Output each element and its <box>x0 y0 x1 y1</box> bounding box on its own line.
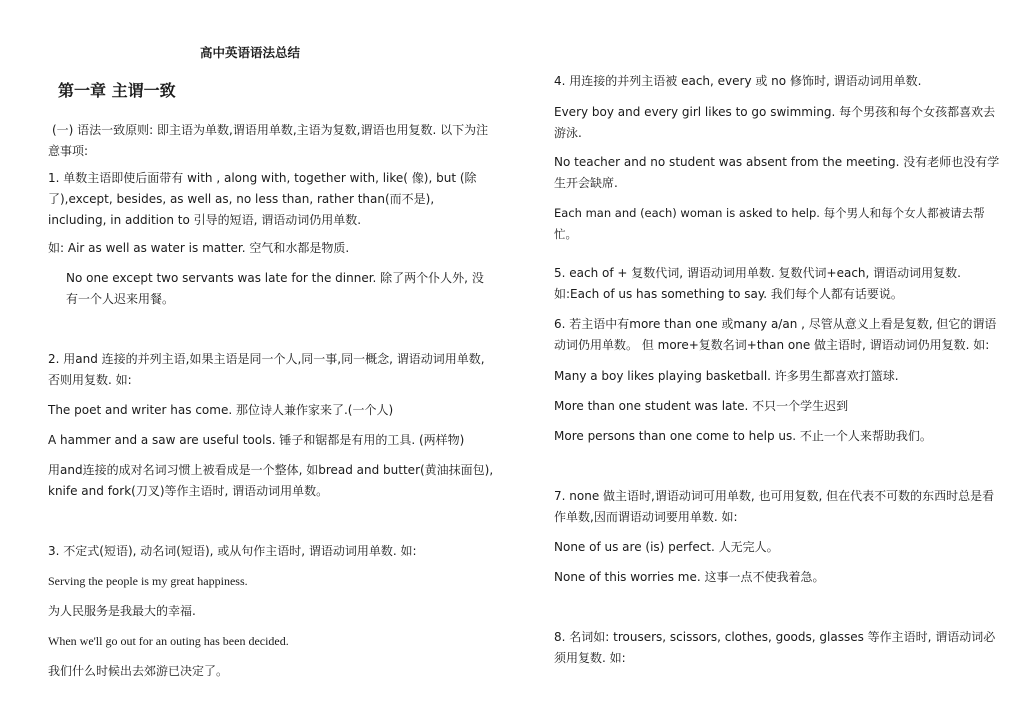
rule-3: 3. 不定式(短语), 动名词(短语), 或从句作主语时, 谓语动词用单数. 如: <box>48 544 417 558</box>
rule-1-example-1: 如: Air as well as water is matter. 空气和水都是物质. <box>48 241 350 255</box>
rule-6: 6. 若主语中有more than one 或many a/an , 尽管从意义上看是复数, 但它的谓语动词仍用单数。 但 more+复数名词+than one 做主语时, 谓语动词仍用复数. 如: <box>554 317 997 352</box>
rule-6-example-2: More than one student was late. 不只一个学生迟到 <box>554 399 849 413</box>
rule-6-example-1: Many a boy likes playing basketball. 许多男生都喜欢打篮球. <box>554 369 899 383</box>
rule-6-example-3: More persons than one come to help us. 不止一个人来帮助我们。 <box>554 429 932 443</box>
rule-8: 8. 名词如: trousers, scissors, clothes, goods, glasses 等作主语时, 谓语动词必须用复数. 如: <box>554 630 996 665</box>
rule-3-example-2-translation: 我们什么时候出去郊游已决定了。 <box>48 664 229 678</box>
rule-4: 4. 用连接的并列主语被 each, every 或 no 修饰时, 谓语动词用单数. <box>554 74 922 88</box>
rule-4-example-1: Every boy and every girl likes to go swimming. 每个男孩和每个女孩都喜欢去游泳. <box>554 105 996 140</box>
rule-5: 5. each of + 复数代词, 谓语动词用单数. 复数代词+each, 谓语动词用复数. 如:Each of us has something to say. 我们每个人都有话要说。 <box>554 266 961 301</box>
rule-2-example-2: A hammer and a saw are useful tools. 锤子和锯都是有用的工具. (两样物) <box>48 433 465 447</box>
rule-1-example-2: No one except two servants was late for the dinner. 除了两个仆人外, 没有一个人迟来用餐。 <box>66 271 484 306</box>
rule-7-example-1: None of us are (is) perfect. 人无完人。 <box>554 540 779 554</box>
rule-2: 2. 用and 连接的并列主语,如果主语是同一个人,同一事,同一概念, 谓语动词用单数, 否则用复数. 如: <box>48 352 485 387</box>
rule-2-note: 用and连接的成对名词习惯上被看成是一个整体, 如bread and butter(黄油抹面包), knife and fork(刀叉)等作主语时, 谓语动词用单数。 <box>48 463 494 498</box>
rule-2-example-1: The poet and writer has come. 那位诗人兼作家来了.(一个人) <box>48 403 394 417</box>
rule-7: 7. none 做主语时,谓语动词可用单数, 也可用复数, 但在代表不可数的东西时总是看作单数,因而谓语动词要用单数. 如: <box>554 489 995 524</box>
document-title: 高中英语语法总结 <box>200 45 301 60</box>
chapter-heading: 第一章 主谓一致 <box>58 81 176 100</box>
rule-1: 1. 单数主语即使后面带有 with , along with, together with, like( 像), but (除了),except, besides, as well as, no less than, rather than(而不是), including, in addition to 引导的短语, 谓语动词仍用单数. <box>48 171 477 227</box>
rule-4-example-2: No teacher and no student was absent from the meeting. 没有老师也没有学生开会缺席. <box>554 155 1000 190</box>
rule-3-example-2: When we'll go out for an outing has been decided. <box>48 634 289 648</box>
rule-3-example-1-translation: 为人民服务是我最大的幸福. <box>48 604 196 618</box>
rule-3-example-1: Serving the people is my great happiness. <box>48 574 248 588</box>
rule-7-example-2: None of this worries me. 这事一点不使我着急。 <box>554 570 825 584</box>
intro-paragraph: (一) 语法一致原则: 即主语为单数,谓语用单数,主语为复数,谓语也用复数. 以下为注意事项: <box>48 123 489 158</box>
rule-4-example-3: Each man and (each) woman is asked to help. 每个男人和每个女人都被请去帮忙。 <box>554 206 985 241</box>
